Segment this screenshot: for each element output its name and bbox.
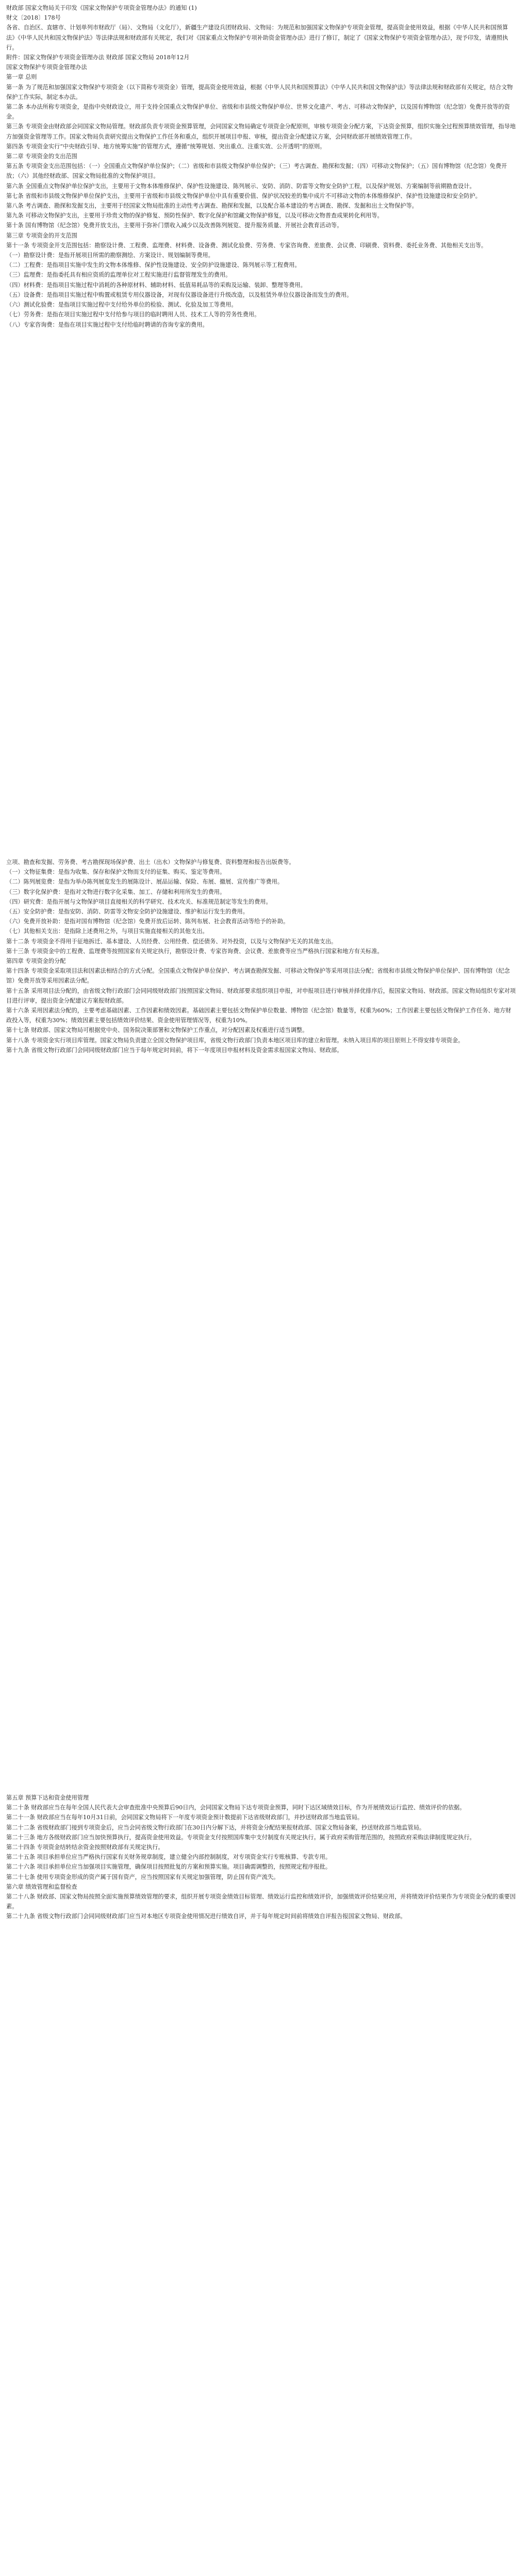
article-paragraph: （六）免费开放补助：是指对国有博物馆（纪念馆）免费开放后运转、陈列布展、社会教育活动等给予的补助。 <box>6 918 289 925</box>
article-paragraph: 第四条 专项资金实行“中央财政引导、地方统筹实施”的管理方式，遵循“统筹规划、突出重点、注重实效、公开透明”的原则。 <box>6 143 326 150</box>
article-paragraph: 第二条 本办法所称专项资金，是指中央财政设立，用于支持全国重点文物保护单位、省级和市县级文物保护单位、世界文化遗产、考古、可移动文物保护，以及国有博物馆（纪念馆）免费开放等的资金。 <box>6 104 510 121</box>
article-paragraph: （八）专家咨询费：是指在项目实施过程中支付给临时聘请的咨询专家的费用。 <box>6 321 208 328</box>
article-paragraph: 第三条 专项资金由财政部会同国家文物局管理。财政部负责专项资金预算管理，会同国家文物局确定专项资金分配原则，审核专项资金分配方案，下达资金预算，组织实施全过程预算绩效管理，指导地方加强资金管理等工作。国家文物局负责研究提出文物保护工作任务和重点，组织开展项目申报、审核，提出资金分配建议方案，会同财政部开展绩效管理工作。 <box>6 123 516 140</box>
document-title: 国家文物保护专项资金管理办法 <box>6 64 87 71</box>
article-paragraph: 第十七条 财政部、国家文物局可根据党中央、国务院决策部署和文物保护工作重点，对分配因素及权重进行适当调整。 <box>6 1027 308 1034</box>
article-paragraph: （二）陈列展览费：是指为举办陈列展览发生的展陈设计、展品运输、保险、布展、撤展、宣传推广等费用。 <box>6 878 284 886</box>
article-paragraph: 立项、勘查和发掘、劳务费、考古勘探现场保护费、出土（出水）文物保护与修复费、资料整理和报告出版费等。 <box>6 859 295 866</box>
chapter-title: 第二章 专项资金的支出范围 <box>6 153 77 160</box>
article-paragraph: 第十一条 专项资金开支范围包括：勘察设计费、工程费、监理费、材料费、设备费、测试化验费、劳务费、专家咨询费、差旅费、会议费、印刷费、资料费、委托业务费、其他相关支出等。 <box>6 242 487 249</box>
section-2 <box>6 857 517 1055</box>
article-paragraph: 第八条 考古调查、勘探和发掘支出，主要用于经国家文物局批准的主动性考古调查、勘探和发掘，以及配合基本建设的考古调查、勘探、发掘和出土文物保护等。 <box>6 202 418 210</box>
article-paragraph: （一）勘察设计费：是指开展项目所需的勘察测绘、方案设计、规划编制等费用。 <box>6 252 214 259</box>
article-paragraph: 第十五条 采用项目法分配的，由省级文物行政部门会同同级财政部门按照国家文物局、财政部要求组织项目申报，对申报项目进行审核并择优排序后，报国家文物局、财政部。国家文物局组织专家对项目进行评审，提出资金分配建议方案报财政部。 <box>6 987 516 1004</box>
chapter-title: 第一章 总则 <box>6 74 37 81</box>
article-paragraph: 第二十二条 省级财政部门接到专项资金后，应当会同省级文物行政部门在30日内分解下达，并将资金分配结果报财政部、国家文物局备案，抄送财政部当地监管局。 <box>6 1824 425 1831</box>
article-paragraph: 第二十九条 省级文物行政部门会同同级财政部门应当对本地区专项资金使用情况进行绩效自评，并于每年规定时间前将绩效自评报告报国家文物局、财政部。 <box>6 1913 406 1920</box>
article-paragraph: 第十四条 专项资金采取项目法和因素法相结合的方式分配。全国重点文物保护单位保护、考古调查勘探发掘、可移动文物保护等采用项目法分配；省级和市县级文物保护单位保护、国有博物馆（纪念馆）免费开放等采用因素法分配。 <box>6 968 510 985</box>
article-paragraph: （七）劳务费：是指在项目实施过程中支付给参与项目的临时聘用人员、技术工人等的劳务性费用。 <box>6 311 260 318</box>
document-number: 财文〔2018〕178号 <box>6 14 61 22</box>
article-paragraph: 第十条 国有博物馆（纪念馆）免费开放支出，主要用于弥补门票收入减少以及改善陈列展览、提升服务质量、开展社会教育活动等。 <box>6 222 343 229</box>
article-paragraph: 第十二条 专项资金不得用于征地拆迁、基本建设、人员经费、公用经费、偿还债务、对外投资，以及与文物保护无关的其他支出。 <box>6 938 337 945</box>
intro-paragraph: 各省、自治区、直辖市、计划单列市财政厅（局）、文物局（文化厅），新疆生产建设兵团财政局、文物局：为规范和加强国家文物保护专项资金管理，提高资金使用效益，根据《中华人民共和国预算法》《中华人民共和国文物保护法》等法律法规和财政部有关规定，我们对《国家重点文物保护专项补助资金管理办法》进行了修订，制定了《国家文物保护专项资金管理办法》，现予印发，请遵照执行。 <box>6 24 508 51</box>
chapter-title: 第三章 专项资金的开支范围 <box>6 232 77 239</box>
article-paragraph: 第二十四条 专项资金结转结余资金按照财政部有关规定执行。 <box>6 1844 164 1851</box>
article-paragraph: 第二十三条 地方各级财政部门应当加快预算执行，提高资金使用效益。专项资金支付按照国库集中支付制度有关规定执行。属于政府采购管理范围的，按照政府采购法律制度规定执行。 <box>6 1834 475 1841</box>
chapter-title: 第五章 预算下达和资金使用管理 <box>6 1794 89 1801</box>
article-paragraph: （六）测试化验费：是指项目实施过程中支付给外单位的检验、测试、化验及加工等费用。 <box>6 301 237 309</box>
chapter-title: 第四章 专项资金的分配 <box>6 958 66 965</box>
article-paragraph: 第十八条 专项资金实行项目库管理。国家文物局负责建立全国文物保护项目库，省级文物行政部门负责本地区项目库的建立和管理。未纳入项目库的项目原则上不得安排专项资金。 <box>6 1037 464 1044</box>
header-line: 财政部 国家文物局关于印发《国家文物保护专项资金管理办法》的通知 (1) <box>6 5 197 11</box>
article-paragraph: 第九条 可移动文物保护支出，主要用于珍贵文物的保护修复、预防性保护、数字化保护和馆藏文物保护修复，以及可移动文物普查成果转化利用等。 <box>6 212 383 219</box>
section-3 <box>6 1793 517 1922</box>
chapter-title: 第六章 绩效管理和监督检查 <box>6 1883 77 1890</box>
article-paragraph: （二）工程费：是指项目实施中发生的文物本体维修、保护性设施建设、安全防护设施建设、陈列展示等工程费用。 <box>6 262 301 269</box>
article-paragraph: （三）监理费：是指委托具有相应资质的监理单位对工程实施进行监督管理发生的费用。 <box>6 272 232 279</box>
article-paragraph: 第二十七条 使用专项资金形成的资产属于国有资产，应当按照国家有关规定加强管理，防止国有资产流失。 <box>6 1873 279 1880</box>
article-paragraph: （四）研究费：是指开展与文物保护项目直接相关的科学研究、技术攻关、标准规范制定等发生的费用。 <box>6 898 272 905</box>
article-paragraph: 第十三条 专项资金中的工程费、监理费等按照国家有关规定执行，勘察设计费、专家咨询费、会议费、差旅费等应当严格执行国家和地方有关标准。 <box>6 947 383 955</box>
article-paragraph: 第十九条 省级文物行政部门会同同级财政部门应当于每年规定时间前，将下一年度项目申报材料及资金需求报国家文物局、财政部。 <box>6 1046 343 1054</box>
article-paragraph: 第二十八条 财政部、国家文物局按照全面实施预算绩效管理的要求，组织开展专项资金绩效目标管理、绩效运行监控和绩效评价，加强绩效评价结果应用，并将绩效评价结果作为专项资金分配的重要因素。 <box>6 1893 516 1910</box>
article-paragraph: 第二十条 财政部应当在每年全国人民代表大会审查批准中央预算后90日内，会同国家文物局下达专项资金预算，同时下达区域绩效目标，作为开展绩效运行监控、绩效评价的依据。 <box>6 1804 466 1811</box>
article-paragraph: 第十六条 采用因素法分配的，主要考虑基础因素、工作因素和绩效因素。基础因素主要包括文物保护单位数量、博物馆（纪念馆）数量等，权重为60%；工作因素主要包括文物保护工作任务、地方财政投入等，权重为30%；绩效因素主要包括绩效评价结果、资金使用管理情况等，权重为10%。 <box>6 1007 512 1024</box>
article-paragraph: （一）文物征集费：是指为收集、保存和保护文物而支付的征集、购买、鉴定等费用。 <box>6 869 226 876</box>
article-paragraph: （五）安全防护费：是指安防、消防、防雷等文物安全防护设施建设、维护和运行发生的费用。 <box>6 908 249 916</box>
article-paragraph: （四）材料费：是指项目实施过程中消耗的各种原材料、辅助材料、低值易耗品等的采购及运输、装卸、整理等费用。 <box>6 281 306 289</box>
article-paragraph: 第七条 省级和市县级文物保护单位保护支出，主要用于省级和市县级文物保护单位中具有重要价值、保护状况较差的集中成片不可移动文物的本体维修保护、保护性设施建设和安全防护。 <box>6 192 481 199</box>
article-paragraph: 第五条 专项资金支出范围包括：（一）全国重点文物保护单位保护；（二）省级和市县级文物保护单位保护；（三）考古调查、勘探和发掘；（四）可移动文物保护；（五）国有博物馆（纪念馆）免费开放；（六）其他经财政部、国家文物局批准的文物保护项目。 <box>6 163 507 180</box>
article-paragraph: （三）数字化保护费：是指对文物进行数字化采集、加工、存储和利用所发生的费用。 <box>6 888 226 895</box>
article-paragraph: 第二十一条 财政部应当在每年10月31日前，会同国家文物局将下一年度专项资金预计数提前下达省级财政部门，并抄送财政部当地监管局。 <box>6 1814 364 1821</box>
article-paragraph: 第一条 为了规范和加强国家文物保护专项资金（以下简称专项资金）管理，提高资金使用效益，根据《中华人民共和国预算法》《中华人民共和国文物保护法》等法律法规和财政部有关规定，结合文物保护工作实际，制定本办法。 <box>6 83 513 100</box>
signature-line: 附件：国家文物保护专项资金管理办法 财政部 国家文物局 2018年12月 <box>6 54 190 61</box>
section-1 <box>6 3 517 330</box>
article-paragraph: 第二十六条 项目承担单位应当加强项目实施管理，确保项目按照批复的方案和预算实施。项目确需调整的，按照规定程序报批。 <box>6 1863 332 1871</box>
article-paragraph: 第六条 全国重点文物保护单位保护支出，主要用于文物本体维修保护、保护性设施建设、陈列展示、安防、消防、防雷等文物安全防护工程，以及保护规划、方案编制等前期勘查设计。 <box>6 182 475 190</box>
article-paragraph: （七）其他相关支出：是指除上述费用之外，与项目实施直接相关的其他支出。 <box>6 928 208 935</box>
article-paragraph: （五）设备费：是指项目实施过程中购置或租赁专用仪器设备，对现有仪器设备进行升级改造，以及租赁外单位仪器设备而发生的费用。 <box>6 291 353 298</box>
article-paragraph: 第二十五条 项目承担单位应当严格执行国家有关财务规章制度，建立健全内部控制制度，对专项资金实行专账核算、专款专用。 <box>6 1854 332 1861</box>
